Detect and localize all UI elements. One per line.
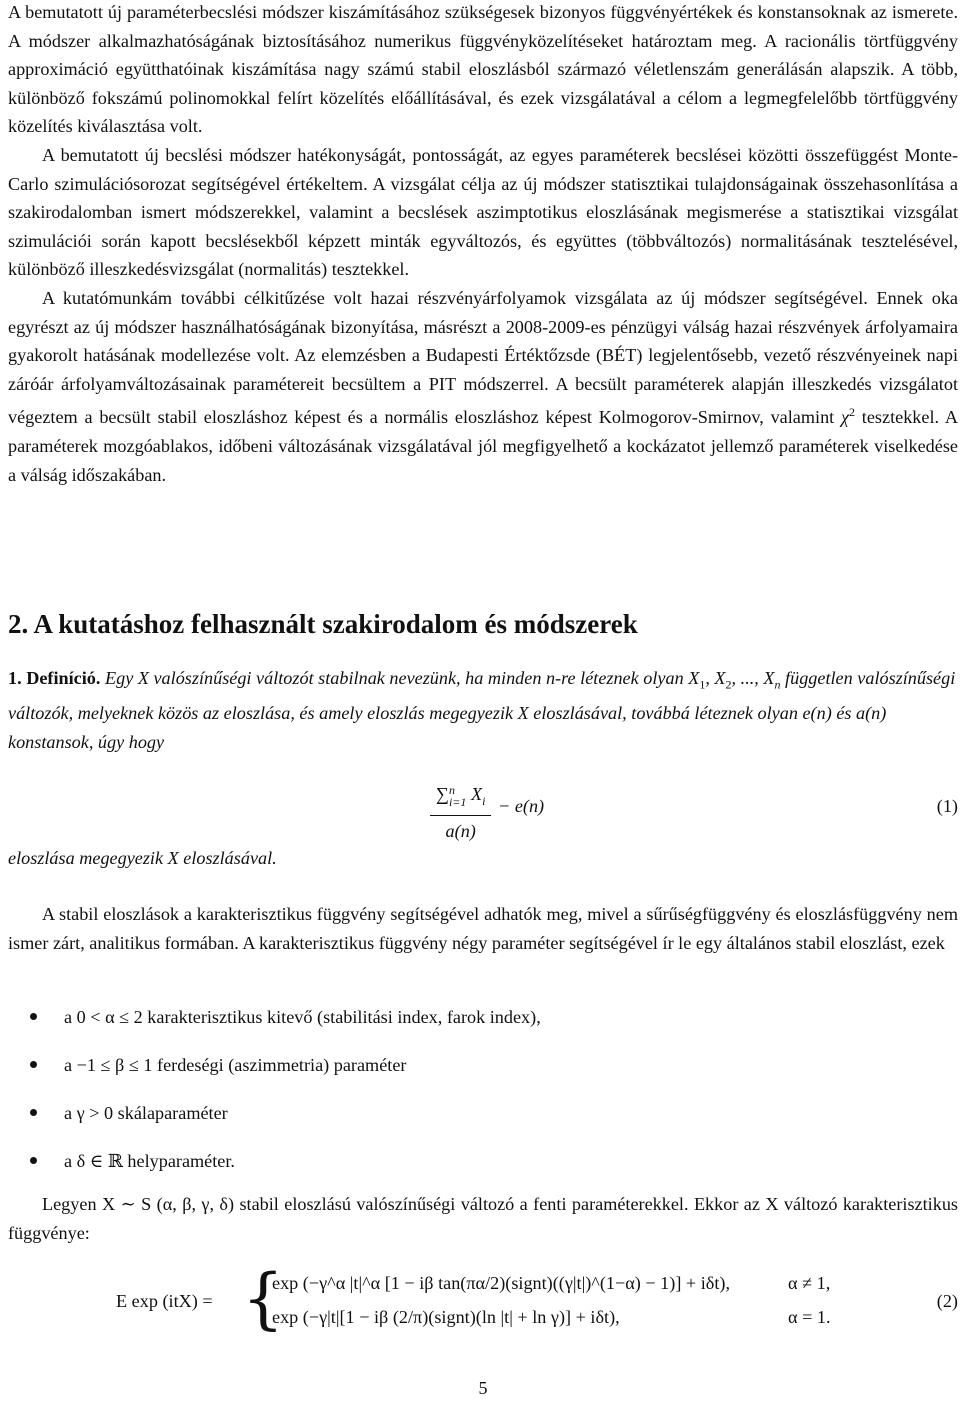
equation-2-case-1: exp (−γ^α |t|^α [1 − iβ tan(πα/2)(signt)((γ|t|)^(1−α) − 1)] + iδt),: [272, 1273, 730, 1293]
equation-2: [8, 1260, 958, 1345]
list-item: a 0 < α ≤ 2 karakterisztikus kitevő (stabilitási index, farok index),: [8, 1002, 958, 1050]
definition-1: 1. Definíció. Egy X valószínűségi változót stabilnak nevezünk, ha minden n-re léteznek olyan $X_1$, $X_2$, ..., $X_n$ független valószínűségi változók, melyeknek közös az eloszlása, és amely eloszlás megegyezik X eloszlásával, továbbá léteznek olyan e(n) és a(n) konstansok, úgy hogy: [8, 668, 956, 752]
list-item: a −1 ≤ β ≤ 1 ferdeségi (aszimmetria) paraméter: [8, 1050, 958, 1098]
equation-2-condition-2: α = 1.: [788, 1307, 831, 1327]
equation-2-condition-1: α ≠ 1,: [788, 1273, 831, 1293]
equation-2-lhs: E exp (itX) =: [116, 1291, 213, 1311]
equation-1-denominator: a(n): [445, 820, 476, 841]
definition-conclusion: eloszlása megegyezik X eloszlásával.: [8, 848, 277, 868]
bullet-icon: [30, 1157, 37, 1164]
paragraph-definition-x: Legyen X ∼ S (α, β, γ, δ) stabil eloszlású valószínűségi változó a fenti paraméterekkel. Ekkor az X változó karakterisztikus függvénye:: [8, 1194, 958, 1243]
page-number: 5: [478, 1378, 488, 1398]
list-item: a δ ∈ ℝ helyparaméter.: [8, 1146, 958, 1194]
parameter-list: [8, 1002, 958, 1194]
equation-1: [8, 780, 958, 840]
intro-paragraph-1: A bemutatott új paraméterbecslési módszer kiszámításához szükségesek bizonyos függvényértékek és konstansoknak az ismerete. A módszer alkalmazhatóságának biztosításához numerikus függvényközelítéseket határoztam meg. A racionális törtfüggvény approximáció együtthatóinak kiszámítása nagy számú stabil eloszlásból származó véletlenszám generálásán alapszik. A több, különböző fokszámú polinomokkal felírt közelítés előállításával, és ezek vizsgálatával a célom a legmegfelelőbb törtfüggvény közelítés kiválasztása volt.: [8, 2, 958, 137]
equation-1-minus-term: − e(n): [498, 796, 545, 816]
equation-2-case-2: exp (−γ|t|[1 − iβ (2/π)(signt)(ln |t| + ln γ)] + iδt),: [272, 1307, 620, 1327]
equation-1-fraction: [430, 780, 491, 846]
intro-paragraph-2: A bemutatott új becslési módszer hatékonyságát, pontosságát, az egyes paraméterek becslései közötti összefüggést Monte-Carlo szimulációsorozat segítségével értékeltem. A vizsgálat célja az új módszer statisztikai tulajdonságainak összehasonlítása a szakirodalomban ismert módszerekkel, valamint a becslések aszimptotikus eloszlásának megismerése a statisztikai vizsgálat szimulációi során kapott becslésekből képzett minták egyváltozós, és együttes (többváltozós) normalitásának tesztelésével, különböző illeszkedésvizsgálat (normalitás) tesztekkel.: [8, 144, 958, 280]
bullet-icon: [30, 1013, 37, 1020]
paragraph-characteristic: A stabil eloszlások a karakterisztikus függvény segítségével adhatók meg, mivel a sűrűségfüggvény és eloszlásfüggvény nem ismer zárt, analitikus formában. A karakterisztikus függvény négy paraméter segítségével ír le egy általános stabil eloszlást, ezek: [8, 904, 958, 953]
intro-text: [8, 0, 958, 489]
bullet-icon: [30, 1061, 37, 1068]
section-title: 2. A kutatáshoz felhasznált szakirodalom és módszerek: [8, 609, 638, 639]
intro-paragraph-3: A kutatómunkám további célkitűzése volt hazai részvényárfolyamok vizsgálata az új módszer segítségével. Ennek oka egyrészt az új módszer használhatóságának bizonyítása, másrészt a 2008-2009-es pénzügyi válság hazai részvények árfolyamaira gyakorolt hatásának modellezése volt. Az elemzésben a Budapesti Értéktőzsde (BÉT) legjelentősebb, vezető részvényeinek napi záróár árfolyamváltozásainak paramétereit becsültem a PIT módszerrel. A becsült paraméterek alapján illeszkedés vizsgálatot végeztem a becsült stabil eloszláshoz képest és a normális eloszláshoz képest Kolmogorov-Smirnov, valamint $\chi^2$ tesztekkel. A paraméterek mozgóablakos, időbeni változásának vizsgálatával jól megfigyelhető a kockázatot jellemző paraméterek viselkedése a válság időszakában.: [8, 287, 958, 485]
bullet-icon: [30, 1109, 37, 1116]
equation-2-number: (2): [936, 1291, 958, 1311]
equation-1-numerator: ∑n i=1 $X_i$: [430, 780, 491, 816]
definition-label: 1. Definíció.: [8, 668, 101, 688]
list-item: a γ > 0 skálaparaméter: [8, 1098, 958, 1146]
equation-1-number: (1): [936, 796, 958, 816]
equation-2-brace: {: [242, 1260, 284, 1337]
